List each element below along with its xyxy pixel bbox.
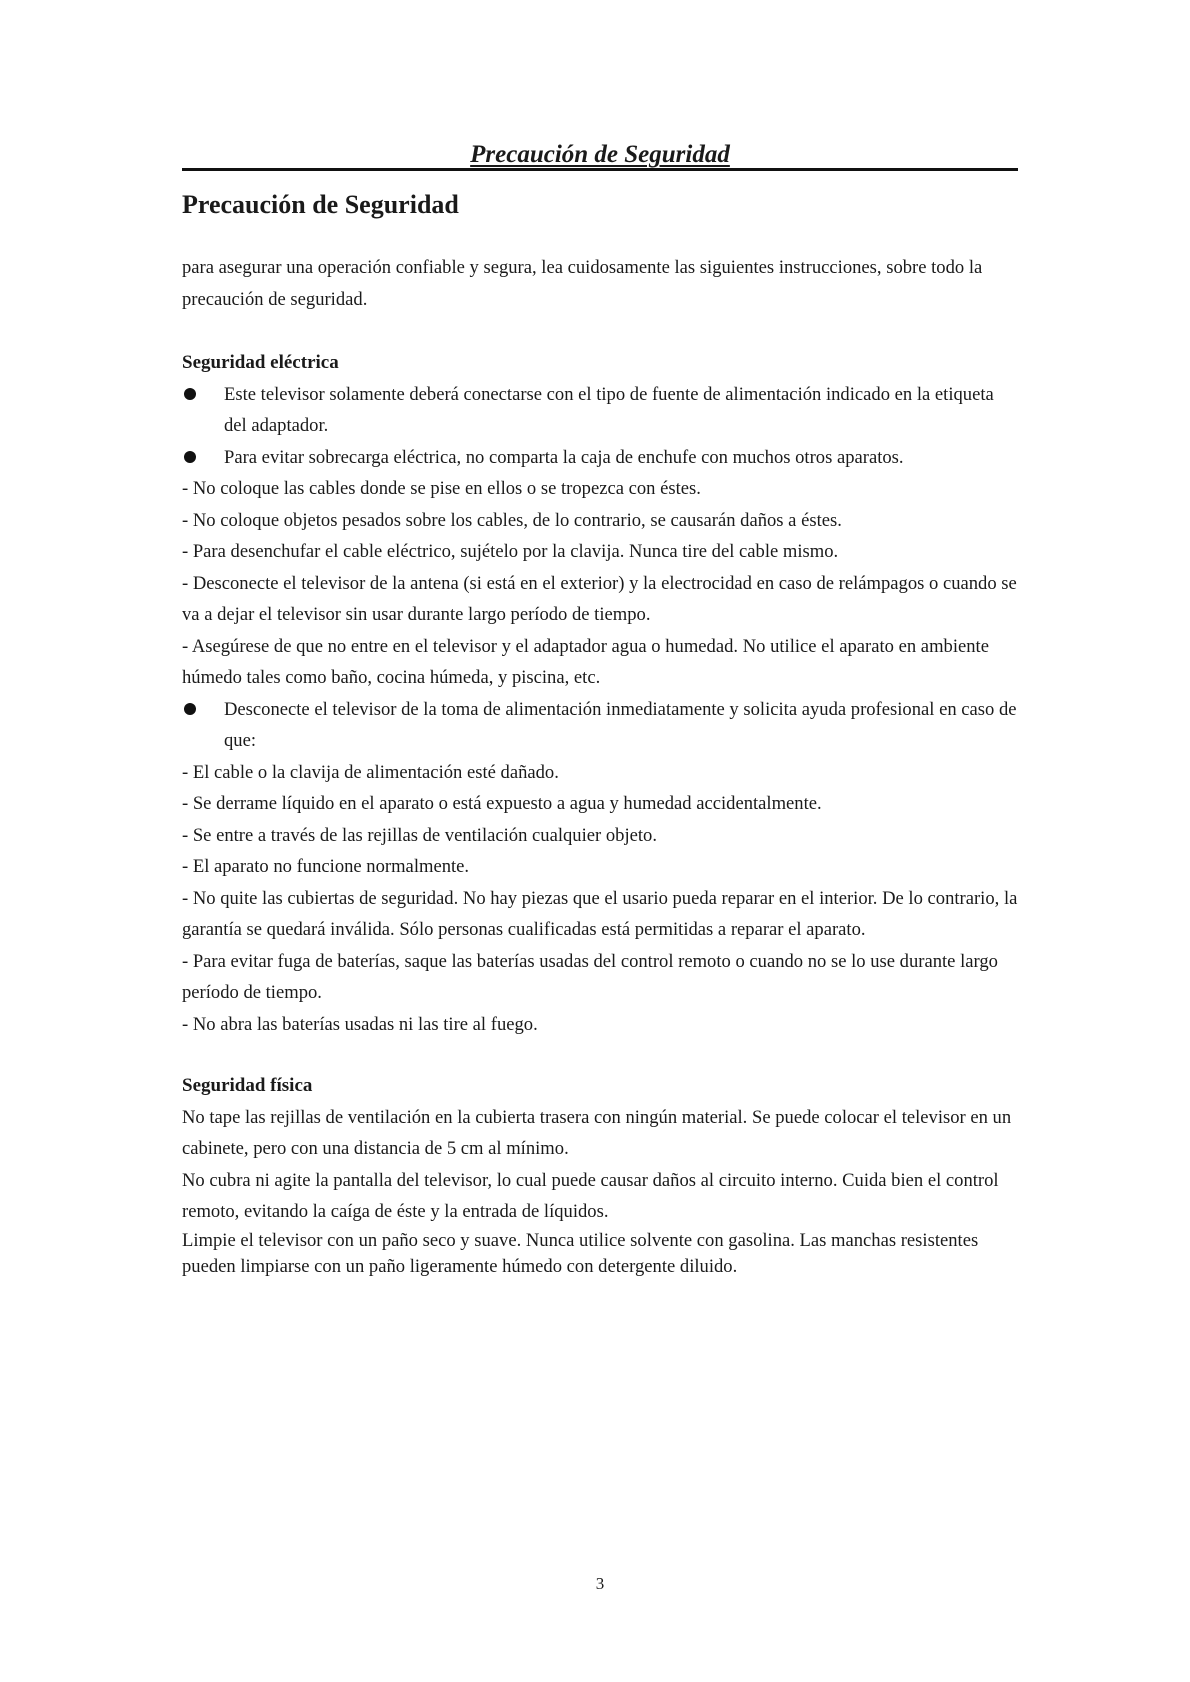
bullet-item [182,379,1018,442]
dash-item: - Se entre a través de las rejillas de ventilación cualquier objeto. [182,824,657,846]
electrical-safety-heading: Seguridad eléctrica [182,352,339,373]
bullet-text: Este televisor solamente deberá conectarse con el tipo de fuente de alimentación indicado en la etiqueta del adaptador. [224,383,994,436]
bullet-text: Desconecte el televisor de la toma de alimentación inmediatamente y solicita ayuda profesional en caso de que: [224,698,1017,751]
intro-paragraph: para asegurar una operación confiable y segura, lea cuidosamente las siguientes instrucciones, sobre todo la precaución de seguridad. [182,257,983,310]
dash-item: - El aparato no funcione normalmente. [182,856,470,877]
dash-item: - El cable o la clavija de alimentación esté dañado. [182,761,559,783]
dash-item: - Asegúrese de que no entre en el televisor y el adaptador agua o humedad. No utilice el aparato en ambiente húmedo tales como baño, cocina húmeda, y piscina, etc. [182,635,989,688]
bullet-item [182,694,1018,757]
dash-item: - Se derrame líquido en el aparato o está expuesto a agua y humedad accidentalmente. [182,793,822,814]
header-rule [182,168,1018,171]
dash-item: - Para evitar fuga de baterías, saque las baterías usadas del control remoto o cuando no se lo use durante largo período de tiempo. [182,950,998,1003]
dash-item: - Desconecte el televisor de la antena (si está en el exterior) y la electrocidad en caso de relámpagos o cuando se va a dejar el televisor sin usar durante largo período de tiempo. [182,572,1017,625]
running-header-title: Precaución de Seguridad [470,141,730,168]
physical-paragraph: Limpie el televisor con un paño seco y suave. Nunca utilice solvente con gasolina. Las manchas resistentes pueden limpiarse con un paño ligeramente húmedo con detergente diluido. [182,1229,979,1277]
dash-item: - Para desenchufar el cable eléctrico, sujételo por la clavija. Nunca tire del cable mismo. [182,541,839,562]
dash-item: - No abra las baterías usadas ni las tire al fuego. [182,1013,538,1035]
document-page [182,0,1018,1682]
physical-paragraph: No cubra ni agite la pantalla del televisor, lo cual puede causar daños al circuito interno. Cuida bien el control remoto, evitando la caíga de éste y la entrada de líquidos. [182,1169,999,1222]
bullet-text: Para evitar sobrecarga eléctrica, no comparta la caja de enchufe con muchos otros aparatos. [224,446,904,468]
body-content [182,252,1018,1280]
physical-safety-heading: Seguridad física [182,1075,313,1096]
section-spacer [182,1040,1018,1070]
bullet-dot-icon [184,703,196,715]
physical-paragraph: No tape las rejillas de ventilación en la cubierta trasera con ningún material. Se puede colocar el televisor en un cabinete, pero con una distancia de 5 cm al mínimo. [182,1106,1012,1159]
dash-item: - No coloque las cables donde se pise en ellos o se tropezca con éstes. [182,478,701,499]
section-title: Precaución de Seguridad [182,190,459,219]
bullet-dot-icon [184,388,196,400]
bullet-dot-icon [184,451,196,463]
dash-item: - No coloque objetos pesados sobre los cables, de lo contrario, se causarán daños a éstes. [182,509,842,531]
dash-item: - No quite las cubiertas de seguridad. No hay piezas que el usario pueda reparar en el interior. De lo contrario, la garantía se quedará inválida. Sólo personas cualificadas está permitidas a reparar el aparato. [182,887,1018,940]
bullet-item [182,442,1018,474]
page-number: 3 [595,1574,605,1593]
